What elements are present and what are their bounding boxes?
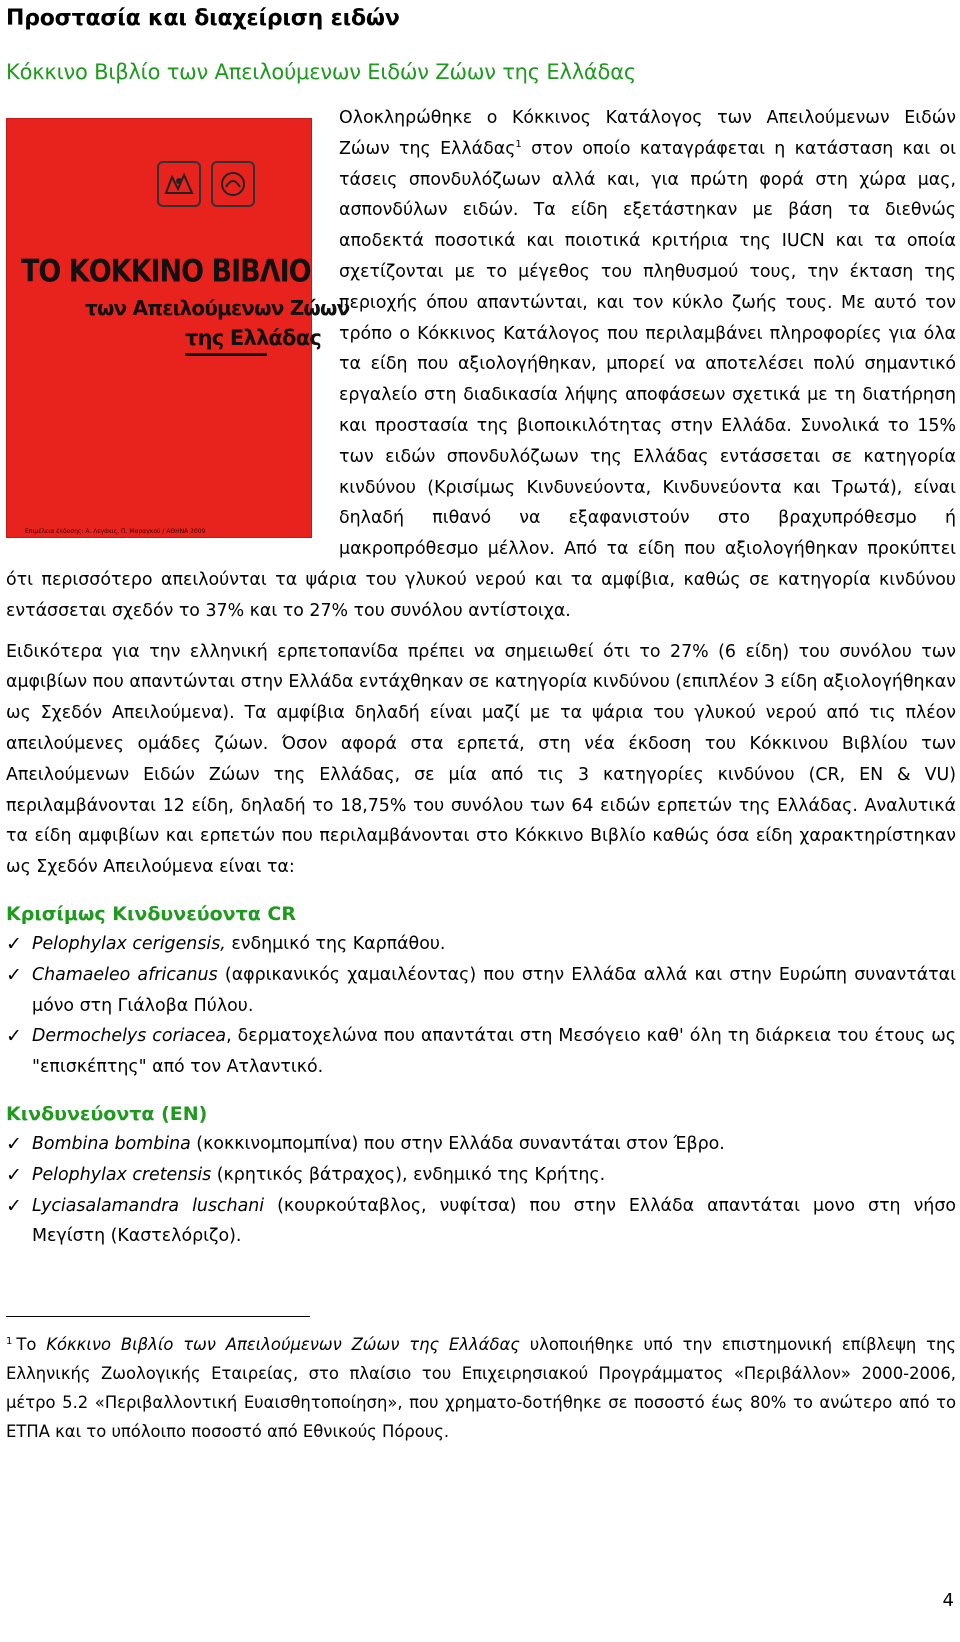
heading-endangered: Κινδυνεύοντα (EN) (6, 1102, 208, 1125)
footnote-text: υλοποιήθηκε υπό την επιστημονική επίβλεψη της Ελληνικής Ζωολογικής Εταιρείας, στο πλαίσιο του Επιχειρησιακού Προγράμματος «Περιβάλλον» 2000-2006, μέτρο 5.2 «Περιβαλλοντική Ευαισθητοποίηση», που χρηματο-δοτήθηκε σε ποσοστό έως 80% το ανώτερο από το ΕΤΠΑ και το υπόλοιπο ποσοστό από Εθνικούς Πόρους. (6, 1335, 956, 1441)
checkmark-icon: ✓ (6, 963, 22, 986)
footnote (6, 1330, 956, 1446)
page-title: Προστασία και διαχείριση ειδών (6, 6, 400, 31)
species-desc: (κοκκινομπομπίνα) που στην Ελλάδα συναντάται στον Έβρο. (190, 1133, 725, 1154)
species-desc: (αφρικανικός χαμαιλέοντας) που στην Ελλάδα αλλά και στην Ευρώπη συναντάται μόνο στη Γιάλοβα Πύλου. (32, 964, 956, 1016)
checkmark-icon: ✓ (6, 932, 22, 955)
section-subtitle: Κόκκινο Βιβλίο των Απειλούμενων Ειδών Ζώων της Ελλάδας (6, 60, 636, 84)
species-name: Lyciasalamandra luschani (32, 1195, 265, 1216)
species-desc: ενδημικό της Καρπάθου. (225, 933, 446, 954)
species-name: Dermochelys coriacea (32, 1026, 227, 1047)
ministry-logo-icon (211, 161, 255, 207)
species-name: Pelophylax cretensis (32, 1164, 212, 1185)
cover-title-line2: των Απειλούμενων Ζώων (85, 296, 350, 320)
heading-critically-endangered: Κρισίμως Κινδυνεύοντα CR (6, 902, 296, 925)
species-list-cr (6, 929, 956, 1083)
species-desc: , δερματοχελώνα που απαντάται στη Μεσόγειο καθ' όλη τη διάρκεια του έτους ως "επισκέπτης" από τον Ατλαντικό. (32, 1026, 957, 1078)
intro-part1: Ολοκληρώθηκε ο Κόκκινος Κατάλογος των Απειλούμενων Ειδών Ζώων της Ελλάδας (339, 108, 956, 159)
checkmark-icon: ✓ (6, 1025, 22, 1048)
list-item (6, 1129, 956, 1160)
species-desc: (κρητικός βάτραχος), ενδημικό της Κρήτης. (211, 1164, 606, 1185)
book-cover-image (6, 118, 350, 538)
body-text (6, 103, 956, 1252)
herpetofauna-paragraph: Ειδικότερα για την ελληνική ερπετοπανίδα πρέπει να σημειωθεί ότι το 27% (6 είδη) του συνόλου των αμφιβίων που απαντώνται στην Ελλάδα εντάχθηκαν σε κατηγορία κινδύνου (επιπλέον 3 είδη αξιολογήθηκαν ως Σχεδόν Απειλούμενα). Τα αμφίβια δηλαδή είναι μαζί με τα ψάρια του γλυκού νερού από τις πλέον απειλούμενες ομάδες ζώων. Όσον αφορά στα ερπετά, στη νέα έκδοση του Κόκκινου Βιβλίου των Απειλούμενων Ειδών Ζώων της Ελλάδας, σε μία από τις 3 κατηγορίες κινδύνου (CR, EN & VU) περιλαμβάνονται 12 είδη, δηλαδή το 18,75% του συνόλου των 64 ειδών ερπετών της Ελλάδας. Αναλυτικά τα είδη αμφιβίων και ερπετών που περιλαμβάνονται στο Κόκκινο Βιβλίο καθώς όσα είδη χαρακτηρίστηκαν ως Σχεδόν Απειλούμενα είναι τα: (6, 641, 956, 878)
society-logo-icon (157, 161, 201, 207)
list-item (6, 960, 956, 1022)
checkmark-icon: ✓ (6, 1163, 22, 1186)
cover-logos (157, 161, 255, 207)
checkmark-icon: ✓ (6, 1132, 22, 1155)
cover-footer: Επιμέλεια έκδοσης: Α. Λεγάκις, Π. Μαραγκού / ΑΘΗΝΑ 2009 (25, 528, 206, 535)
list-item (6, 1160, 956, 1191)
intro-part2: στον οποίο καταγράφεται η κατάσταση και οι τάσεις σπονδυλόζωων αλλά και, για πρώτη φορά στη χώρα μας, ασπονδύλων ειδών. Τα είδη εξετάστηκαν με βάση τα διεθνώς αποδεκτά ποσοτικά και ποιοτικά κριτήρια της IUCN και τα οποία σχετίζονται με το μέγεθος του πληθυσμού τους, την έκταση της περιοχής όπου απαντώνται, και τον κύκλο ζωής τους. Με αυτό τον τρόπο ο Κόκκινος Κατάλογος που περιλαμβάνει πληροφορίες για όλα τα είδη που αξιολογήθηκαν, μπορεί να αποτελέσει πολύ σημαντικό εργαλείο στη διαδικασία λήψης αποφάσεων σχετικά με τη διατήρηση και προστασία της βιοποικιλότητας στην Ελλάδα. Συνολικά το 15% των ειδών σπονδυλόζωων της Ελλάδας εντάσσεται σε κατηγορία κινδύνου (Κρισίμως Κινδυνεύοντα, Κινδυνεύοντα και Τρωτά), είναι δηλαδή πιθανό να εξαφανιστούν στο βραχυπρόθεσμο ή μακροπρόθεσμο μέλλον. Από τα είδη που αξιολογήθηκαν προκύπτει ότι περισσότερο απειλούνται τα ψάρια του γλυκού νερού και τα αμφίβια, καθώς σε κατηγορία κινδύνου εντάσσεται σχεδόν το 37% και το 27% του συνόλου αντίστοιχα. (6, 138, 956, 621)
cover-title-line3: της Ελλάδας (185, 326, 321, 350)
footnote-ref: 1 (515, 139, 522, 150)
list-item (6, 1191, 956, 1253)
species-name: Chamaeleo africanus (32, 964, 218, 985)
checkmark-icon: ✓ (6, 1194, 22, 1217)
species-name: Bombina bombina (32, 1133, 191, 1154)
footnote-separator (6, 1316, 310, 1317)
cover-underline (185, 353, 267, 356)
footnote-lead: Το (16, 1335, 47, 1354)
footnote-book-title: Κόκκινο Βιβλίο των Απειλούμενων Ζώων της Ελλάδας (46, 1335, 520, 1354)
species-name: Pelophylax cerigensis, (32, 933, 226, 954)
list-item (6, 929, 956, 960)
list-item (6, 1021, 956, 1083)
species-list-en (6, 1129, 956, 1252)
species-desc: (κουρκούταβλος, νυφίτσα) που στην Ελλάδα απαντάται μονο στη νήσο Μεγίστη (Καστελόριζο). (32, 1195, 956, 1247)
page-number: 4 (942, 1590, 954, 1611)
footnote-number: 1 (6, 1335, 13, 1347)
cover-title-line1: ΤΟ ΚΟΚΚΙΝΟ ΒΙΒΛΙΟ (21, 253, 311, 290)
